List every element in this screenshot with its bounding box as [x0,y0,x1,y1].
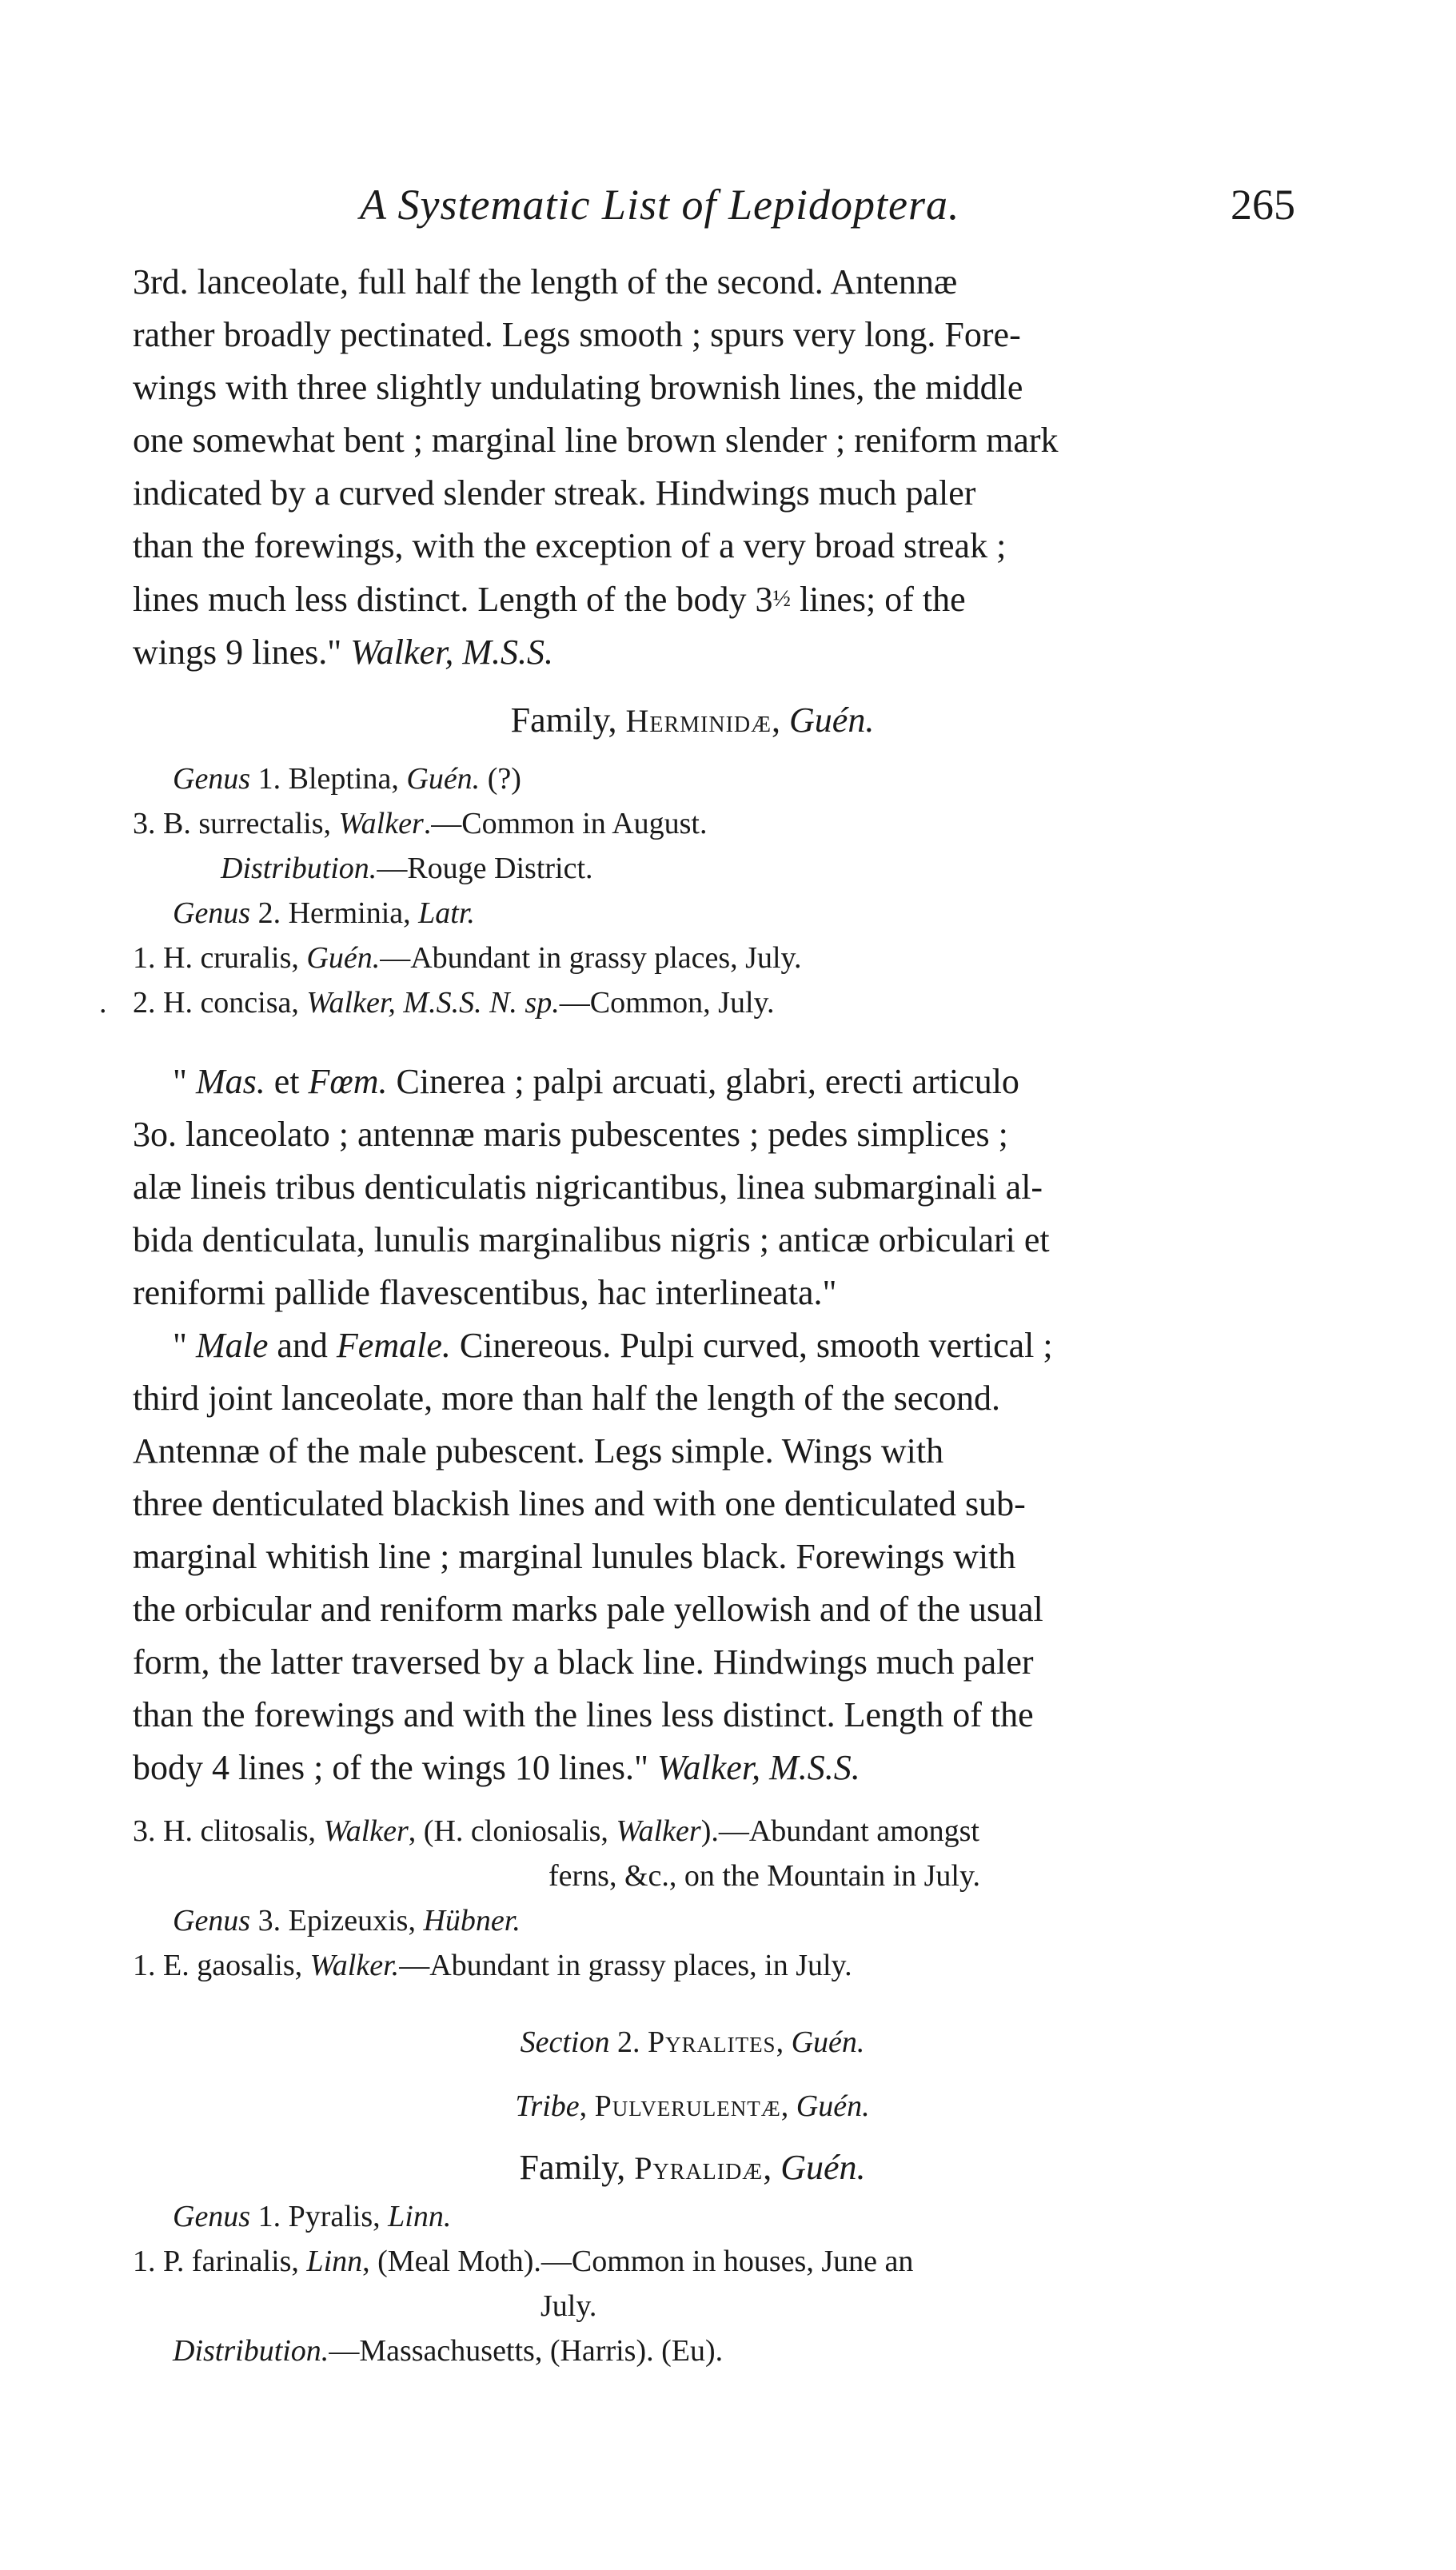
author: Guén. [796,2089,870,2123]
author: Guén. [306,941,381,975]
genus-line [133,891,1252,936]
tribe-heading [133,2084,1252,2129]
text-fragment: —Abundant in grassy places, July. [380,941,802,975]
genus-line [133,756,1252,801]
text-fragment: and [268,1326,337,1365]
citation: Walker, M.S.S. [350,633,553,672]
text-fragment: wings 9 lines." [133,633,351,672]
author: Guén. [789,700,875,740]
genus-line [133,2194,1252,2239]
author: Walker. [309,1949,400,1982]
margin-mark: . [99,986,107,1020]
text-fragment: et [265,1062,309,1101]
author: Linn. [388,2200,452,2233]
species-line [133,1943,1252,1988]
text-fragment: body 4 lines ; of the wings 10 lines." [133,1748,657,1787]
text-fragment: ).—Abundant amongst [700,1814,979,1848]
text-fragment: Family, [510,700,626,740]
text-fragment: Male [195,1326,269,1365]
text-line: third joint lanceolate, more than half the length of the second. [133,1379,1000,1418]
author: Walker [338,807,424,840]
text-fragment: 1. H. cruralis, [133,941,307,975]
text-line [133,1319,1252,1372]
text-line: Antennæ of the male pubescent. Legs simple. Wings with [133,1431,944,1471]
section-name: Pyralites [647,2025,776,2059]
text-line: marginal whitish line ; marginal lunules black. Forewings with [133,1537,1016,1576]
text-fragment: —Common, July. [559,986,775,1020]
text-line [133,626,1252,679]
text-line: one somewhat bent ; marginal line brown slender ; reniform mark [133,421,1059,460]
text-line: rather broadly pectinated. Legs smooth ; spurs very long. Fore- [133,315,1021,354]
text-line: 3rd. lanceolate, full half the length of the second. Antennæ [133,262,958,301]
author: Guén. [791,2025,865,2059]
text-fragment: Cinereous. Pulpi curved, smooth vertical ; [450,1326,1053,1365]
author: Walker, M.S.S. N. sp. [306,986,560,1020]
genus-label: Genus [173,896,251,930]
section-label: Section [520,2025,610,2059]
genus-label: Genus [173,1904,251,1937]
family-name: Pyralidæ [634,2150,764,2186]
text-fragment: 3. H. clitosalis, [133,1814,324,1848]
species-line [133,801,1252,846]
genus-line [133,1898,1252,1943]
species-line [133,2239,1252,2284]
text-fragment: lines; of the [790,580,966,619]
family-heading [133,694,1252,748]
text-fragment: , [772,700,790,740]
species-list [133,1809,1252,1988]
text-line: indicated by a curved slender streak. Hindwings much paler [133,473,976,513]
text-fragment: 3. Epizeuxis, [250,1904,424,1937]
text-line: wings with three slightly undulating brownish lines, the middle [133,368,1023,407]
citation: Walker, M.S.S. [656,1748,860,1787]
text-line: the orbicular and reniform marks pale yellowish and of the usual [133,1590,1043,1629]
english-description [133,1319,1252,1794]
species-line-continued: ferns, &c., on the Mountain in July. [548,1859,981,1893]
family-name: Herminidæ [625,703,772,739]
text-fragment: (?) [480,762,521,796]
text-fragment: 2. H. concisa, [133,986,307,1020]
text-line: three denticulated blackish lines and with one denticulated sub- [133,1484,1026,1523]
text-line: form, the latter traversed by a black line. Hindwings much paler [133,1642,1034,1682]
text-fragment: Family, [519,2148,635,2187]
genus-label: Genus [173,2200,251,2233]
species-list [99,756,1252,1025]
species-line-continued: July. [541,2289,597,2323]
author: Walker [323,1814,409,1848]
species-line [133,1809,1252,1854]
author: Hübner. [423,1904,521,1937]
text-line [133,1056,1252,1108]
fraction: ½ [772,585,791,612]
text-fragment: 1. Pyralis, [250,2200,389,2233]
text-fragment: .—Common in August. [423,807,708,840]
text-fragment: —Rouge District. [377,852,593,885]
text-fragment: 3. B. surrectalis, [133,807,339,840]
author: Latr. [418,896,475,930]
text-fragment: , (H. cloniosalis, [408,1814,616,1848]
text-fragment: 1. Bleptina, [250,762,407,796]
description-paragraph [133,256,1252,679]
author: Guén. [780,2148,866,2187]
text-line [133,573,1252,626]
author: Walker [616,1814,701,1848]
family-heading [133,2141,1252,2195]
species-list [133,2194,1252,2373]
genus-label: Genus [173,762,251,796]
text-fragment: , [763,2148,781,2187]
text-fragment: 2. [609,2025,648,2059]
page-number: 265 [1231,181,1295,229]
text-fragment: —Massachusetts, (Harris). (Eu). [329,2334,724,2368]
text-line: 3o. lanceolato ; antennæ maris pubescentes ; pedes simplices ; [133,1115,1008,1154]
text-fragment: Mas. [195,1062,265,1101]
text-line: alæ lineis tribus denticulatis nigricantibus, linea submarginali al- [133,1167,1043,1207]
page-header [128,180,1295,244]
text-fragment: Fœm. [308,1062,388,1101]
text-fragment: Cinerea ; palpi arcuati, glabri, erecti articulo [387,1062,1019,1101]
text-fragment: Female. [336,1326,451,1365]
text-fragment: 1. E. gaosalis, [133,1949,310,1982]
author: Linn [306,2245,363,2278]
tribe-name: Pulverulentæ [594,2089,781,2123]
distribution-line [133,2329,1252,2373]
distribution-label: Distribution. [173,2334,329,2368]
running-title: A Systematic List of Lepidoptera. [360,181,960,229]
distribution-line [133,846,1252,891]
text-line [133,1742,1252,1794]
text-line: reniformi pallide flavescentibus, hac interlineata." [133,1273,837,1312]
text-fragment: " [173,1062,196,1101]
text-fragment: , [780,2089,796,2123]
distribution-label: Distribution. [221,852,377,885]
text-fragment: , (Meal Moth).—Common in houses, June an [362,2245,914,2278]
section-heading [133,2020,1252,2065]
heading-line [133,694,1252,748]
author: Guén. [406,762,481,796]
text-fragment: , [579,2089,595,2123]
latin-description [133,1056,1252,1319]
text-fragment: " [173,1326,196,1365]
section-headings [133,2020,1252,2195]
text-fragment: —Abundant in grassy places, in July. [399,1949,852,1982]
species-line [99,980,1252,1025]
text-fragment: lines much less distinct. Length of the body 3 [133,580,773,619]
text-fragment: 1. P. farinalis, [133,2245,307,2278]
species-line [133,936,1252,980]
text-fragment: , [776,2025,792,2059]
tribe-label: Tribe [515,2089,580,2123]
text-line: than the forewings and with the lines less distinct. Length of the [133,1695,1034,1734]
text-line: than the forewings, with the exception of a very broad streak ; [133,526,1007,565]
text-line: bida denticulata, lunulis marginalibus nigris ; anticæ orbiculari et [133,1220,1050,1259]
text-fragment: 2. Herminia, [250,896,419,930]
